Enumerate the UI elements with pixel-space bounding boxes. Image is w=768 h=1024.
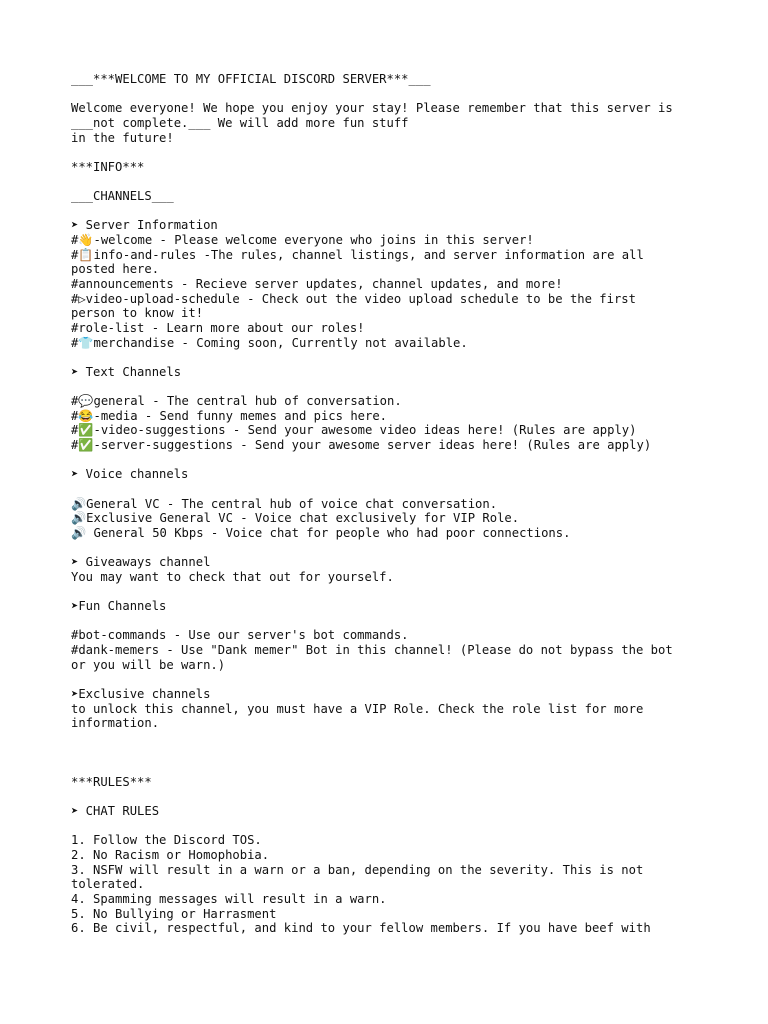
text-line: ***INFO*** xyxy=(71,159,145,174)
blank-line xyxy=(71,614,704,629)
text-line: #📋info-and-rules -The rules, channel listings, and server information are all xyxy=(71,247,644,262)
text-line: ➤ Voice channels xyxy=(71,467,189,482)
text-line: ➤ Giveaways channel xyxy=(71,555,211,570)
text-line: 🔊 General 50 Kbps - Voice chat for people who had poor connections. xyxy=(71,525,571,540)
text-line: #💬general - The central hub of conversation. xyxy=(71,394,402,409)
blank-line xyxy=(71,379,704,394)
blank-line xyxy=(71,145,704,160)
blank-line xyxy=(71,819,704,834)
text-line: 4. Spamming messages will result in a warn. xyxy=(71,891,387,906)
text-line: 2. No Racism or Homophobia. xyxy=(71,847,270,862)
text-line: #👋-welcome - Please welcome everyone who joins in this server! xyxy=(71,233,534,248)
text-line: ***RULES*** xyxy=(71,774,152,789)
blank-line xyxy=(71,453,704,468)
blank-line xyxy=(71,541,704,556)
text-line: #✅-video-suggestions - Send your awesome video ideas here! (Rules are apply) xyxy=(71,423,637,438)
text-line: ➤ Server Information xyxy=(71,218,218,233)
text-line: ➤Fun Channels xyxy=(71,599,167,614)
text-line: ___***WELCOME TO MY OFFICIAL DISCORD SERVER***___ xyxy=(71,72,431,86)
text-line: ___not complete.___ We will add more fun stuff xyxy=(71,115,409,130)
text-line: ___CHANNELS___ xyxy=(71,189,174,204)
text-line: 🔊General VC - The central hub of voice chat conversation. xyxy=(71,496,498,511)
blank-line xyxy=(71,745,704,760)
blank-line xyxy=(71,174,704,189)
text-line: posted here. xyxy=(71,262,160,277)
blank-line xyxy=(71,672,704,687)
blank-line xyxy=(71,204,704,219)
blank-line xyxy=(71,789,704,804)
blank-line xyxy=(71,584,704,599)
text-line: 3. NSFW will result in a warn or a ban, depending on the severity. This is not xyxy=(71,862,644,877)
text-line: #👕merchandise - Coming soon, Currently not available. xyxy=(71,335,468,350)
text-line: information. xyxy=(71,716,160,731)
text-line: #dank-memers - Use "Dank memer" Bot in this channel! (Please do not bypass the bot xyxy=(71,642,673,657)
text-line: Welcome everyone! We hope you enjoy your stay! Please remember that this server is xyxy=(71,101,673,116)
text-line: #bot-commands - Use our server's bot commands. xyxy=(71,628,409,643)
text-line: 5. No Bullying or Harrasment xyxy=(71,906,277,921)
blank-line xyxy=(71,731,704,746)
text-line: 🔊Exclusive General VC - Voice chat exclusively for VIP Role. xyxy=(71,511,520,526)
text-line: #▷video-upload-schedule - Check out the video upload schedule to be the first xyxy=(71,291,636,306)
text-line: or you will be warn.) xyxy=(71,657,226,672)
text-line: in the future! xyxy=(71,130,174,145)
text-line: #😂-media - Send funny memes and pics here. xyxy=(71,408,388,423)
blank-line xyxy=(71,482,704,497)
text-line: ➤Exclusive channels xyxy=(71,686,211,701)
text-line: ➤ Text Channels xyxy=(71,364,182,379)
text-line: ➤ CHAT RULES xyxy=(71,804,160,819)
text-line: You may want to check that out for yourself. xyxy=(71,569,394,584)
text-line: tolerated. xyxy=(71,877,145,892)
text-line: #✅-server-suggestions - Send your awesome server ideas here! (Rules are apply) xyxy=(71,438,652,453)
text-line: 1. Follow the Discord TOS. xyxy=(71,833,262,848)
blank-line xyxy=(71,350,704,365)
text-line: person to know it! xyxy=(71,306,204,321)
blank-line xyxy=(71,87,704,102)
text-line: #role-list - Learn more about our roles! xyxy=(71,320,365,335)
blank-line xyxy=(71,760,704,775)
text-line: 6. Be civil, respectful, and kind to your fellow members. If you have beef with xyxy=(71,921,651,936)
text-line: #announcements - Recieve server updates, channel updates, and more! xyxy=(71,276,563,291)
text-line: to unlock this channel, you must have a VIP Role. Check the role list for more xyxy=(71,701,644,716)
